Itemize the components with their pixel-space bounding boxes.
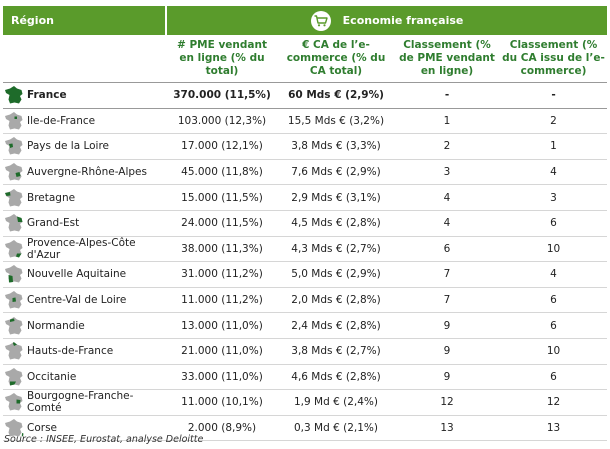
france-map-icon: [4, 239, 24, 259]
rank-ca-cell: 10: [546, 345, 561, 358]
france-map-icon: [4, 264, 24, 284]
pme-cell: 38.000 (11,3%): [181, 242, 263, 255]
rank-ca-cell: 6: [550, 217, 557, 230]
france-map-icon: [4, 85, 24, 105]
region-cell: [3, 83, 166, 109]
rank-ca-cell: -: [500, 83, 607, 109]
region-cell: [3, 210, 166, 236]
rank-ca-cell: 13: [546, 422, 561, 435]
region-cell: [3, 364, 166, 390]
table-row: [3, 236, 607, 262]
france-map-icon: [4, 392, 24, 412]
rank-pme-cell: -: [394, 83, 500, 109]
france-map-icon: [4, 316, 24, 336]
france-map-icon: [4, 367, 24, 387]
table-row: [3, 134, 607, 160]
rank-ca-cell: 6: [550, 370, 557, 383]
pme-cell: 370.000 (11,5%): [166, 83, 278, 109]
table-row-france: [3, 83, 607, 109]
table-row: [3, 390, 607, 416]
table-row: [3, 185, 607, 211]
france-map-icon: [4, 341, 24, 361]
column-header-row: [3, 35, 607, 83]
region-name: Ile-de-France: [27, 114, 96, 127]
pme-cell: 11.000 (11,2%): [181, 294, 263, 307]
header-row: [3, 6, 607, 35]
region-name: Hauts-de-France: [27, 345, 114, 358]
rank-ca-cell: 6: [550, 319, 557, 332]
pme-cell: 24.000 (11,5%): [181, 217, 263, 230]
ca-cell: 2,9 Mds € (3,1%): [291, 191, 381, 204]
rank-pme-cell: 7: [443, 294, 451, 307]
rank-pme-cell: 9: [443, 345, 451, 358]
pme-cell: 33.000 (11,0%): [181, 370, 263, 383]
column-header-rank-pme: Classement (% de PME vendant en ligne): [394, 35, 500, 83]
region-cell: [3, 185, 166, 211]
table-row: [3, 338, 607, 364]
region-cell: [3, 236, 166, 262]
france-map-icon: [4, 111, 24, 131]
table-row: [3, 313, 607, 339]
rank-pme-cell: 9: [443, 319, 451, 332]
region-cell: [3, 287, 166, 313]
table-row: [3, 287, 607, 313]
ca-cell: 1,9 Md € (2,4%): [294, 396, 378, 409]
pme-cell: 2.000 (8,9%): [187, 422, 257, 435]
rank-pme-cell: 6: [443, 242, 451, 255]
rank-ca-cell: 4: [550, 268, 557, 281]
region-name: France: [27, 89, 67, 102]
region-cell: [3, 108, 166, 134]
france-map-icon: [4, 213, 24, 233]
region-name: Occitanie: [27, 370, 77, 383]
pme-cell: 103.000 (12,3%): [177, 114, 267, 127]
region-name: Auvergne-Rhône-Alpes: [27, 166, 147, 179]
rank-ca-cell: 10: [546, 242, 561, 255]
rank-ca-cell: 12: [546, 396, 561, 409]
region-name: Centre-Val de Loire: [27, 294, 127, 307]
blank-column-header: [3, 35, 166, 83]
section-title: Economie française: [342, 14, 464, 27]
pme-cell: 15.000 (11,5%): [181, 191, 263, 204]
region-cell: [3, 159, 166, 185]
region-name: Pays de la Loire: [27, 140, 110, 153]
region-name: Bretagne: [27, 191, 76, 204]
france-map-icon: [4, 136, 24, 156]
rank-ca-cell: 3: [550, 191, 557, 204]
section-header: [166, 6, 607, 35]
rank-pme-cell: 9: [443, 370, 451, 383]
pme-cell: 11.000 (10,1%): [181, 396, 263, 409]
ca-cell: 3,8 Mds € (3,3%): [291, 140, 381, 153]
pme-cell: 45.000 (11,8%): [181, 166, 263, 179]
france-map-icon: [4, 188, 24, 208]
ca-cell: 4,5 Mds € (2,8%): [291, 217, 381, 230]
rank-pme-cell: 4: [443, 191, 451, 204]
rank-pme-cell: 4: [443, 217, 451, 230]
region-cell: [3, 262, 166, 288]
france-map-icon: [4, 290, 24, 310]
region-name: Bourgogne-Franche-Comté: [27, 390, 134, 415]
shopping-cart-icon: [311, 11, 331, 31]
ca-cell: 15,5 Mds € (3,2%): [287, 114, 385, 127]
ca-cell: 3,8 Mds € (2,7%): [291, 345, 381, 358]
ca-cell: 4,3 Mds € (2,7%): [291, 242, 381, 255]
rank-pme-cell: 7: [443, 268, 451, 281]
ca-cell: 7,6 Mds € (2,9%): [291, 166, 381, 179]
region-cell: [3, 134, 166, 160]
column-header-ca: € CA de l’e-commerce (% du CA total): [278, 35, 394, 83]
pme-cell: 13.000 (11,0%): [181, 319, 263, 332]
ca-cell: 2,4 Mds € (2,8%): [291, 319, 381, 332]
region-name: Grand-Est: [27, 217, 80, 230]
source-note: Source : INSEE, Eurostat, analyse Deloitte: [4, 434, 204, 445]
table-row: [3, 159, 607, 185]
ca-cell: 0,3 Md € (2,1%): [294, 422, 378, 435]
france-map-icon: [4, 162, 24, 182]
rank-pme-cell: 3: [443, 166, 451, 179]
rank-pme-cell: 12: [440, 396, 454, 409]
rank-ca-cell: 6: [550, 294, 557, 307]
table-row: [3, 262, 607, 288]
region-cell: [3, 313, 166, 339]
ca-cell: 5,0 Mds € (2,9%): [291, 268, 381, 281]
regional-ecommerce-table-container: [3, 6, 607, 441]
table-row: [3, 364, 607, 390]
ca-cell: 4,6 Mds € (2,8%): [291, 370, 381, 383]
region-name: Corse: [27, 422, 58, 435]
column-header-rank-ca: Classement (% du CA issu de l’e-commerce): [500, 35, 607, 83]
region-name: Normandie: [27, 319, 85, 332]
region-cell: [3, 390, 166, 416]
column-header-pme: # PME vendant en ligne (% du total): [166, 35, 278, 83]
table-body: [3, 83, 607, 441]
rank-ca-cell: 4: [550, 166, 557, 179]
region-name: Provence-Alpes-Côte d'Azur: [27, 236, 136, 261]
region-header: Région: [3, 6, 166, 35]
region-name: Nouvelle Aquitaine: [27, 268, 127, 281]
ca-cell: 2,0 Mds € (2,8%): [291, 294, 381, 307]
rank-ca-cell: 2: [550, 114, 557, 127]
table-row: [3, 210, 607, 236]
pme-cell: 17.000 (12,1%): [181, 140, 263, 153]
pme-cell: 21.000 (11,0%): [181, 345, 263, 358]
region-cell: [3, 338, 166, 364]
ca-cell: 60 Mds € (2,9%): [278, 83, 394, 109]
table-row: [3, 108, 607, 134]
rank-pme-cell: 2: [443, 140, 451, 153]
rank-pme-cell: 1: [443, 114, 451, 127]
rank-pme-cell: 13: [440, 422, 454, 435]
rank-ca-cell: 1: [550, 140, 557, 153]
regional-ecommerce-table: [3, 6, 607, 441]
pme-cell: 31.000 (11,2%): [181, 268, 263, 281]
